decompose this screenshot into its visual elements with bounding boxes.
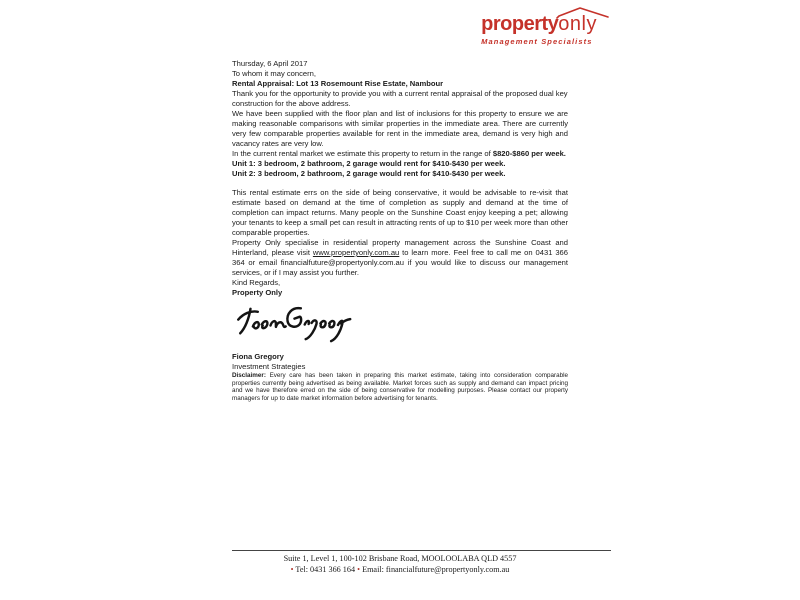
signer-title: Investment Strategies bbox=[232, 362, 306, 371]
letter-content bbox=[232, 59, 568, 402]
footer-address: Suite 1, Level 1, 100-102 Brisbane Road, MOOLOOLABA QLD 4557 bbox=[283, 554, 517, 563]
closing: Kind Regards, bbox=[232, 278, 281, 287]
contact-text-before: Property Only specialise in residential property management across the Sunshine Coast and Hinterland, please visit bbox=[232, 238, 568, 257]
unit1-rent: Unit 1: 3 bedroom, 2 bathroom, 2 garage would rent for $410-$430 per week. bbox=[232, 159, 506, 168]
contact-text-after: to learn more. Feel free to call me on 0431 366 364 or email financialfuture@propertyonly.com.au if you would like to discuss our management services, or if I may assist you further. bbox=[232, 248, 568, 277]
signer-name: Fiona Gregory bbox=[232, 352, 284, 361]
paragraph-estimate bbox=[232, 149, 568, 159]
brand-only-text: only bbox=[558, 14, 597, 34]
paragraph-comparisons: We have been supplied with the floor plan and list of inclusions for this property to ensure we are making reasonable comparisons with similar properties in the immediate area. There are currently very few comparable properties available for rent in the immediate area, demand is very high and vacancy rates are very low. bbox=[232, 109, 568, 148]
bullet-icon: • bbox=[357, 565, 361, 574]
roof-icon bbox=[556, 7, 610, 19]
estimate-text: In the current rental market we estimate this property to return in the range of bbox=[232, 149, 493, 158]
disclaimer bbox=[232, 372, 568, 402]
paragraph-contact bbox=[232, 238, 568, 278]
website-link[interactable]: www.propertyonly.com.au bbox=[312, 248, 400, 257]
salutation: To whom it may concern, bbox=[232, 69, 316, 78]
footer-tel: Tel: 0431 366 164 bbox=[293, 565, 358, 574]
bullet-icon: • bbox=[290, 565, 294, 574]
brand-property-text: property bbox=[481, 13, 559, 35]
footer bbox=[180, 553, 620, 575]
company-logo bbox=[481, 14, 597, 46]
company-name: Property Only bbox=[232, 288, 283, 297]
letter-date: Thursday, 6 April 2017 bbox=[232, 59, 308, 68]
paragraph-intro: Thank you for the opportunity to provide you with a current rental appraisal of the proposed dual key construction for the above address. bbox=[232, 89, 568, 108]
disclaimer-text: Every care has been taken in preparing this market estimate, taking into consideration comparable properties currently being advertised as being available. Market forces such as supply and demand can impact pricing and we have therefore erred on the side of being conservative for modelling purposes. Please contact our property managers for up to date market information before advertising for tenants. bbox=[232, 372, 568, 402]
brand-wordmark bbox=[481, 14, 597, 34]
subject-line: Rental Appraisal: Lot 13 Rosemount Rise Estate, Nambour bbox=[232, 79, 444, 88]
signature bbox=[234, 302, 352, 346]
unit2-rent: Unit 2: 3 bedroom, 2 bathroom, 2 garage would rent for $410-$430 per week. bbox=[232, 169, 506, 178]
footer-contact bbox=[180, 564, 620, 575]
brand-tagline: Management Specialists bbox=[481, 37, 593, 46]
disclaimer-label: Disclaimer: bbox=[232, 372, 266, 379]
footer-email: Email: financialfuture@propertyonly.com.au bbox=[360, 565, 510, 574]
estimate-range: $820-$860 per week. bbox=[492, 149, 566, 158]
paragraph-conservative: This rental estimate errs on the side of being conservative, it would be advisable to re-visit that estimate based on demand at the time of completion as supply and demand at the time of completion can impact returns. Many people on the Sunshine Coast enjoy keeping a pet; allowing your tenants to keep a small pet can result in attracting rents of up to $10 per week more than other comparable properties. bbox=[232, 188, 568, 237]
footer-divider bbox=[232, 550, 611, 551]
unit-rents bbox=[232, 159, 568, 179]
